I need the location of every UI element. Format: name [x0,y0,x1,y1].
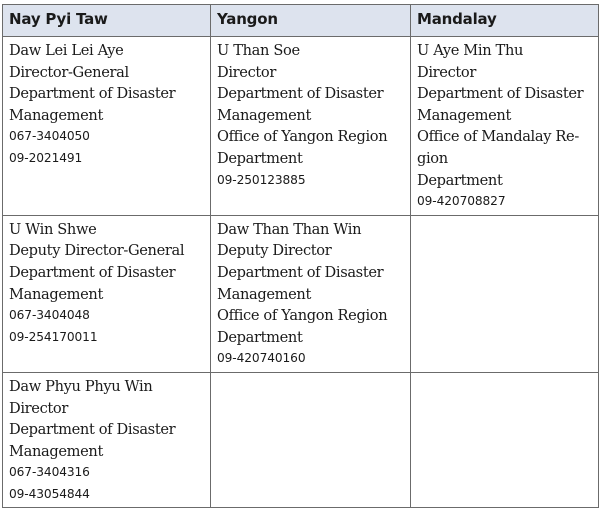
empty-cell [411,372,599,508]
phone-number: 09-254170011 [9,329,98,344]
contacts-table [2,4,599,508]
phone-number: 09-43054844 [9,486,90,501]
phone-number: 09-2021491 [9,150,83,165]
contact-detail-line: Management [417,106,511,124]
phone-number: 067-3404050 [9,129,90,144]
contact-name: Daw Lei Lei Aye [9,42,124,59]
contact-detail-line: Department of Disaster [217,85,384,103]
contact-detail-line: Department of Disaster [417,85,584,103]
table-row [3,372,599,508]
contact-name: Daw Than Than Win [217,220,362,238]
header-nay-pyi-taw: Nay Pyi Taw [3,5,211,37]
contact-detail-line: Office of Mandalay Re- [417,128,579,146]
contact-detail-line: Management [9,442,103,460]
contact-detail-line: Director-General [9,63,129,81]
contact-name: U Win Shwe [9,220,97,238]
contact-detail-line: Director [9,399,68,417]
contact-detail-line: Management [217,285,311,303]
contact-detail-line: Management [9,106,103,124]
contact-cell-nay-pyi-taw [3,372,211,508]
contact-detail-line: gion [417,149,448,167]
phone-number: 067-3404048 [9,308,90,323]
table-row [3,37,599,216]
contact-detail-line: Department [217,149,303,167]
contact-name: Daw Phyu Phyu Win [9,377,153,395]
contact-detail-line: Director [417,63,476,81]
contact-detail-line: Director [217,63,276,81]
phone-number: 09-420708827 [417,194,506,209]
contact-cell-yangon [211,37,411,216]
contact-detail-line: Department [217,328,303,346]
empty-cell [211,372,411,508]
contact-detail-line: Office of Yangon Region [217,128,388,146]
contact-detail-line: Deputy Director-General [9,242,185,260]
contact-detail-line: Management [217,106,311,124]
contact-cell-nay-pyi-taw [3,37,211,216]
contact-detail-line: Department [417,171,503,189]
contact-detail-line: Office of Yangon Region [217,307,388,325]
phone-number: 09-420740160 [217,351,306,366]
header-mandalay: Mandalay [411,5,599,37]
contact-detail-line: Department of Disaster [9,421,176,439]
contact-cell-yangon [211,215,411,372]
contact-cell-nay-pyi-taw [3,215,211,372]
header-row [3,5,599,37]
phone-number: 09-250123885 [217,172,306,187]
contact-detail-line: Deputy Director [217,242,332,260]
phone-number: 067-3404316 [9,465,90,480]
contact-detail-line: Department of Disaster [217,263,384,281]
table-row [3,215,599,372]
contact-name: U Aye Min Thu [417,42,524,59]
contact-detail-line: Department of Disaster [9,263,176,281]
header-yangon: Yangon [211,5,411,37]
contact-cell-mandalay [411,37,599,216]
empty-cell [411,215,599,372]
contact-detail-line: Management [9,285,103,303]
contact-detail-line: Department of Disaster [9,85,176,103]
contact-name: U Than Soe [217,42,300,59]
